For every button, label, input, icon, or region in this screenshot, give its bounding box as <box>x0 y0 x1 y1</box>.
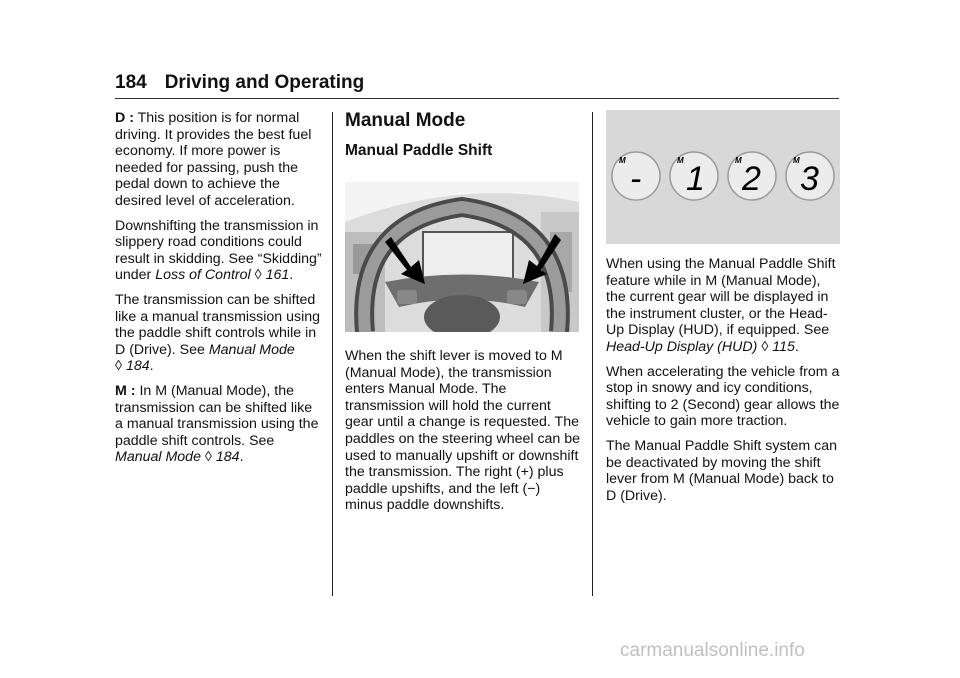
ref-page: 184 <box>125 358 150 375</box>
column-divider-1 <box>332 112 333 596</box>
svg-text:M: M <box>677 156 684 165</box>
gear-indicator-2 <box>728 152 776 200</box>
paragraph-drive <box>115 110 323 210</box>
ref-symbol-icon: ◊ <box>761 338 769 355</box>
paragraph-manual: M : In M (Manual Mode), the transmission can be shifted like a manual transmission using the paddle shift controls. See Manual Mode ◊ 184. <box>115 382 319 466</box>
column-2 <box>345 110 581 522</box>
section-title: Driving and Operating <box>164 72 365 93</box>
page-header <box>115 72 364 94</box>
svg-text:2: 2 <box>742 160 761 198</box>
link-manual-mode-2[interactable] <box>115 449 240 465</box>
ref-hud: Head-Up Display (HUD) <box>606 338 758 355</box>
ref-page: 115 <box>772 338 795 355</box>
ref-symbol-icon: ◊ <box>204 449 212 466</box>
link-hud[interactable] <box>606 339 795 355</box>
link-loss-of-control[interactable] <box>155 267 289 283</box>
paragraph-downshift: Downshifting the transmission in slippery road conditions could result in skidding. See “Skidding” under Loss of Control ◊ 161. <box>115 217 322 284</box>
gear-indicator-1 <box>670 152 718 200</box>
gear-indicator-illustration <box>606 110 840 244</box>
heading-manual-mode: Manual Mode <box>345 110 466 131</box>
paragraph-paddle-drive-text: The transmission can be shifted like a manual transmission using the paddle shift controls while in D (Drive). See <box>115 291 321 358</box>
paragraph-downshift-text: Downshifting the transmission in slippery road conditions could result in skidding. See “Skidding” under <box>115 217 322 284</box>
paragraph-manual-text: In M (Manual Mode), the transmission can be shifted like a manual transmission using the paddle shift controls. See <box>115 382 319 449</box>
column-1 <box>115 110 323 474</box>
svg-text:M: M <box>735 156 742 165</box>
paragraph-gear-display-text: When using the Manual Paddle Shift feature while in M (Manual Mode), the current gear will be displayed in the instrument cluster, or the Head-Up Display (HUD), if equipped. See <box>606 256 836 339</box>
label-d: D : <box>115 110 134 126</box>
ref-page: 184 <box>215 449 240 466</box>
ref-symbol-icon: ◊ <box>115 358 123 375</box>
ref-manual-mode: Manual Mode <box>115 449 201 466</box>
ref-page: 161 <box>265 267 290 284</box>
gear-indicator-minus <box>612 152 660 200</box>
svg-text:3: 3 <box>800 160 819 198</box>
paragraph-manual-mode: When the shift lever is moved to M (Manual Mode), the transmission enters Manual Mode. The transmission will hold the current gear until a change is requested. The paddles on the steering wheel can be used to manually upshift or downshift the transmission. The right (+) plus paddle upshifts, and the left (−) minus paddle downshifts. <box>345 348 581 514</box>
svg-text:M: M <box>793 156 800 165</box>
svg-text:-: - <box>630 160 642 198</box>
label-m: M : <box>115 382 136 399</box>
column-3 <box>606 110 840 512</box>
paragraph-gear-display: When using the Manual Paddle Shift feature while in M (Manual Mode), the current gear will be displayed in the instrument cluster, or the Head-Up Display (HUD), if equipped. See Head-Up Display (HUD) ◊ 115. <box>606 256 836 355</box>
column-divider-2 <box>592 112 593 596</box>
paragraph-traction: When accelerating the vehicle from a stop in snowy and icy conditions, shifting to 2 (Second) gear allows the vehicle to gain more traction. <box>606 363 840 430</box>
header-rule <box>115 98 839 99</box>
page-number: 184 <box>115 72 147 93</box>
svg-text:1: 1 <box>686 160 705 198</box>
steering-wheel-illustration <box>345 182 579 332</box>
watermark: carmanualsonline.info <box>620 640 805 661</box>
ref-loss-of-control: Loss of Control <box>155 267 251 284</box>
subheading-paddle-shift: Manual Paddle Shift <box>345 142 493 159</box>
paragraph-drive-text: This position is for normal driving. It provides the best fuel economy. If more power is needed for passing, push the pedal down to achieve the desired level of acceleration. <box>115 110 312 209</box>
paragraph-paddle-drive: The transmission can be shifted like a manual transmission using the paddle shift controls while in D (Drive). See Manual Mode ◊ 184. <box>115 291 321 375</box>
gear-indicator-3 <box>786 152 834 200</box>
svg-text:M: M <box>619 156 626 165</box>
paragraph-deactivate: The Manual Paddle Shift system can be deactivated by moving the shift lever from M (Manual Mode) back to D (Drive). <box>606 437 838 504</box>
ref-symbol-icon: ◊ <box>254 267 262 284</box>
ref-manual-mode: Manual Mode <box>208 341 295 358</box>
